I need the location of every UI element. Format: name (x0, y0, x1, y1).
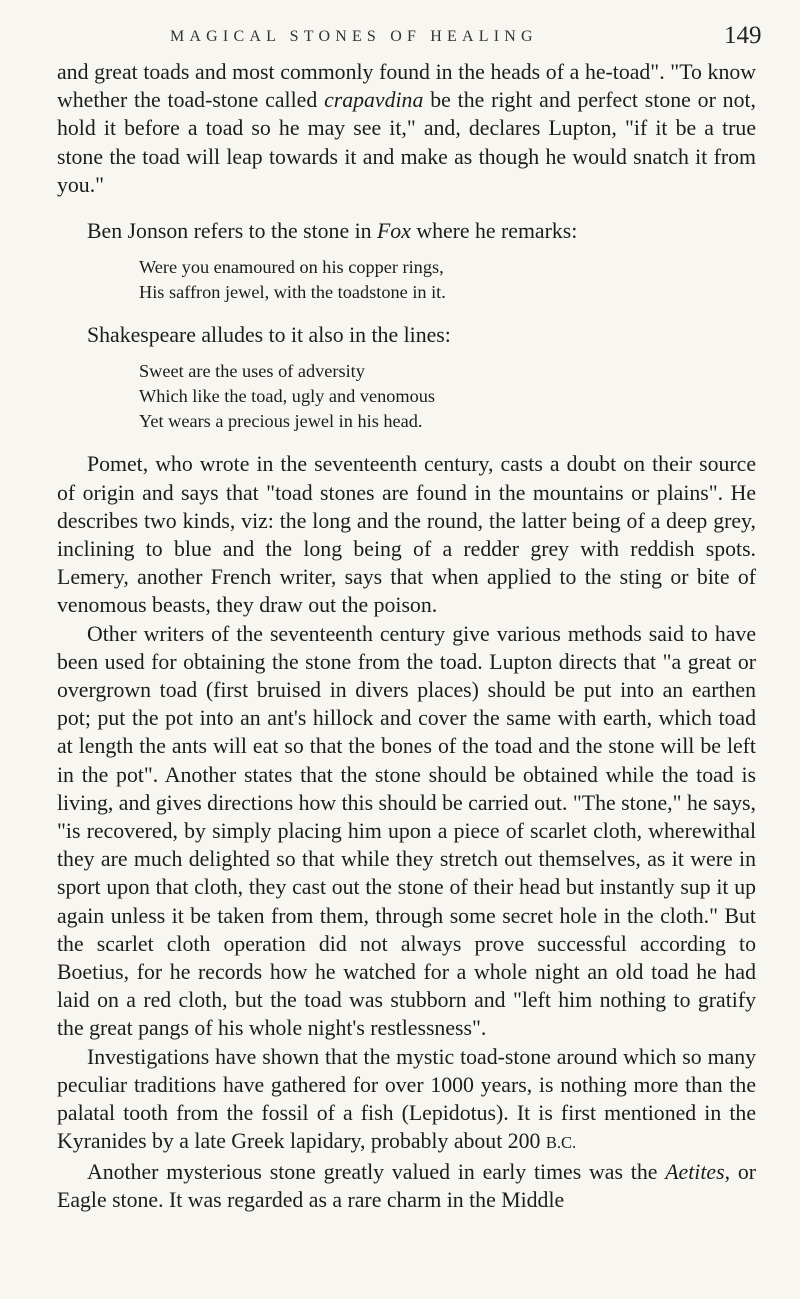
paragraph-ben-jonson-text-b: where he remarks: (410, 219, 578, 244)
verse-line: Were you enamoured on his copper rings, (139, 257, 444, 278)
body-text (57, 58, 756, 1214)
paragraph-shakespeare: Shakespeare alludes to it also in the lines: (87, 323, 451, 348)
jonson-verse (139, 255, 756, 305)
shakespeare-verse (139, 359, 756, 434)
verse-line: His saffron jewel, with the toadstone in it. (139, 282, 446, 303)
crapavdina-term: crapavdina (324, 88, 424, 113)
running-header: MAGICAL STONES OF HEALING (170, 28, 538, 45)
fox-title: Fox (376, 219, 411, 244)
era-abbreviation: B.C. (545, 1133, 577, 1153)
paragraph-eagle-stone (57, 1158, 756, 1214)
paragraph-ben-jonson-text-a: Ben Jonson refers to the stone in (87, 219, 377, 244)
paragraph-pomet: Pomet, who wrote in the seventeenth century, casts a doubt on their source of origin and says that "toad stones are found in the mountains or plains". He describes two kinds, viz: the long and the round, the latter being of a deep grey, inclining to blue and the long being of a redder grey with reddish spots. Lemery, another French writer, says that when applied to the sting or bite of venomous beasts, they draw out the poison. (57, 452, 756, 618)
verse-line: Sweet are the uses of adversity (139, 361, 365, 382)
verse-line: Which like the toad, ugly and venomous (139, 386, 435, 407)
aetites-term: Aetites (665, 1159, 725, 1184)
paragraph-eagle-stone-text-a: Another mysterious stone greatly valued in early times was the (87, 1159, 666, 1184)
page-number: 149 (724, 22, 762, 49)
paragraph-investigations (57, 1043, 756, 1158)
paragraph-toad-test-text-b: be the right and perfect stone or not, hold it before a toad so he may see it," and, declares Lupton, "if it be a true stone the toad will leap towards it and make as though he would snatch it from you." (57, 88, 756, 197)
paragraph-ben-jonson (57, 217, 756, 245)
paragraph-eagle-stone-text-b: , or Eagle stone. It was regarded as a rare charm in the Middle (57, 1159, 756, 1212)
paragraph-obtaining-stone: Other writers of the seventeenth century give various methods said to have been used for obtaining the stone from the toad. Lupton directs that "a great or overgrown toad (first bruised in divers places) should be put into an earthen pot; put the pot into an ant's hillock and cover the same with earth, which toad at length the ants will eat so that the bones of the toad and the stone will be left in the pot". Another states that the stone should be obtained while the toad is living, and gives directions how this should be carried out. "The stone," he says, "is recovered, by simply placing him upon a piece of scarlet cloth, wherewithal they are much delighted so that while they stretch out themselves, as it were in sport upon that cloth, they cast out the stone of their head but instantly sup it up again unless it be taken from them, through some secret hole in the cloth." But the scarlet cloth operation did not always prove successful according to Boetius, for he records how he watched for a whole night an old toad he had laid on a red cloth, but the toad was stubborn and "left him nothing to gratify the great pangs of his whole night's restlessness". (57, 621, 756, 1041)
paragraph-toad-test-text-a: and great toads and most commonly found in the heads of a he-toad". "To know whether the toad-stone called (57, 60, 756, 113)
paragraph-toad-test (57, 58, 756, 199)
paragraph-investigations-text: Investigations have shown that the mystic toad-stone around which so many peculiar traditions have gathered for over 1000 years, is nothing more than the palatal tooth from the fossil of a fish (Lepidotus). It is first mentioned in the Kyranides by a late Greek lapidary, probably about 200 (57, 1044, 756, 1154)
verse-line: Yet wears a precious jewel in his head. (139, 411, 423, 432)
